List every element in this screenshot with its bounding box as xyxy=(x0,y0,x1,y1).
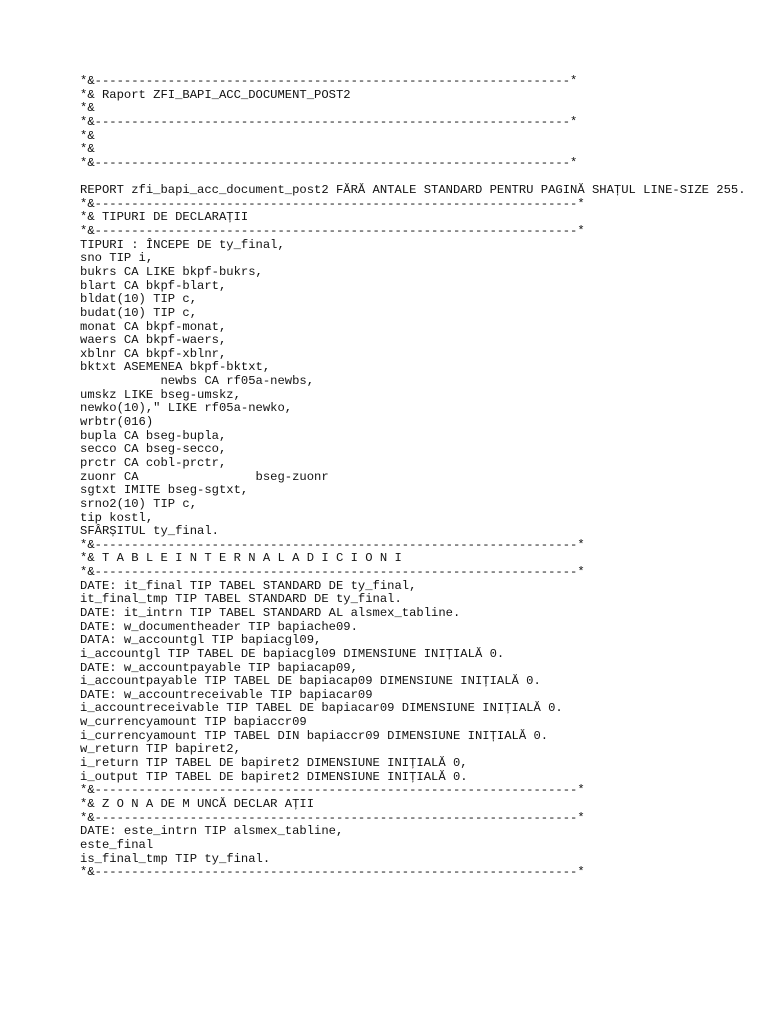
code-line: *&-----------------------------------------------------------------* xyxy=(80,114,578,129)
code-line: TIPURI : ÎNCEPE DE ty_final, xyxy=(80,237,285,252)
code-line: zuonr CA bseg-zuonr xyxy=(80,469,329,484)
code-line: DATE: este_intrn TIP alsmex_tabline, xyxy=(80,824,344,839)
code-line: secco CA bseg-secco, xyxy=(80,442,227,457)
code-line: waers CA bkpf-waers, xyxy=(80,333,227,348)
code-line: tip kostl, xyxy=(80,510,154,525)
code-line: REPORT zfi_bapi_acc_document_post2 FĂRĂ ANTALE STANDARD PENTRU PAGINĂ SHAȚUL LINE-SIZE 255. xyxy=(80,183,746,198)
code-line: newbs CA rf05a-newbs, xyxy=(80,374,315,389)
code-line: w_currencyamount TIP bapiaccr09 xyxy=(80,715,307,730)
code-line: monat CA bkpf-monat, xyxy=(80,319,227,334)
code-line: DATE: w_documentheader TIP bapiache09. xyxy=(80,619,358,634)
code-line: prctr CA cobl-prctr, xyxy=(80,455,227,470)
code-line: DATE: w_accountpayable TIP bapiacap09, xyxy=(80,660,358,675)
code-line: bupla CA bseg-bupla, xyxy=(80,428,227,443)
code-line: i_output TIP TABEL DE bapiret2 DIMENSIUNE INIȚIALĂ 0. xyxy=(80,769,468,784)
code-line: *&------------------------------------------------------------------* xyxy=(80,810,585,825)
code-line: *& xyxy=(80,128,95,143)
code-line: DATA: w_accountgl TIP bapiacgl09, xyxy=(80,633,322,648)
code-line: *& Z O N A DE M UNCĂ DECLAR AȚII xyxy=(80,796,315,811)
abap-source-code xyxy=(80,75,746,880)
code-line: w_return TIP bapiret2, xyxy=(80,742,241,757)
code-line: *&------------------------------------------------------------------* xyxy=(80,196,585,211)
code-line: bukrs CA LIKE bkpf-bukrs, xyxy=(80,264,263,279)
code-line: is_final_tmp TIP ty_final. xyxy=(80,851,271,866)
code-line: it_final_tmp TIP TABEL STANDARD DE ty_final. xyxy=(80,592,402,607)
code-line: sno TIP i, xyxy=(80,251,154,266)
code-line: *&------------------------------------------------------------------* xyxy=(80,565,585,580)
code-line: xblnr CA bkpf-xblnr, xyxy=(80,346,227,361)
code-line: *& xyxy=(80,142,95,157)
code-line: umskz LIKE bseg-umskz, xyxy=(80,387,241,402)
code-line: sgtxt IMITE bseg-sgtxt, xyxy=(80,483,249,498)
code-line: *&------------------------------------------------------------------* xyxy=(80,783,585,798)
code-line: *& T A B L E I N T E R N A L A D I C I O N I xyxy=(80,551,402,566)
code-line: *& TIPURI DE DECLARAȚII xyxy=(80,210,249,225)
code-line: DATE: w_accountreceivable TIP bapiacar09 xyxy=(80,687,373,702)
code-line: *&------------------------------------------------------------------* xyxy=(80,537,585,552)
code-line: este_final xyxy=(80,837,154,852)
code-line: *&------------------------------------------------------------------* xyxy=(80,224,585,239)
code-line: i_accountpayable TIP TABEL DE bapiacap09 DIMENSIUNE INIȚIALĂ 0. xyxy=(80,674,541,689)
code-line: *&------------------------------------------------------------------* xyxy=(80,865,585,880)
code-line: *& xyxy=(80,101,95,116)
code-line: SFÂRȘITUL ty_final. xyxy=(80,524,219,539)
code-line: *&-----------------------------------------------------------------* xyxy=(80,74,578,88)
code-line: i_accountgl TIP TABEL DE bapiacgl09 DIMENSIUNE INIȚIALĂ 0. xyxy=(80,646,505,661)
code-line: blart CA bkpf-blart, xyxy=(80,278,227,293)
code-line: *&-----------------------------------------------------------------* xyxy=(80,155,578,170)
code-line: budat(10) TIP c, xyxy=(80,305,198,320)
code-line: wrbtr(016) xyxy=(80,415,154,430)
code-line: bldat(10) TIP c, xyxy=(80,292,198,307)
code-line: *& Raport ZFI_BAPI_ACC_DOCUMENT_POST2 xyxy=(80,87,351,102)
code-line: srno2(10) TIP c, xyxy=(80,496,198,511)
code-line: newko(10)," LIKE rf05a-newko, xyxy=(80,401,293,416)
code-line: DATE: it_final TIP TABEL STANDARD DE ty_final, xyxy=(80,578,417,593)
code-line: i_return TIP TABEL DE bapiret2 DIMENSIUNE INIȚIALĂ 0, xyxy=(80,756,468,771)
code-line: i_currencyamount TIP TABEL DIN bapiaccr09 DIMENSIUNE INIȚIALĂ 0. xyxy=(80,728,549,743)
code-line: i_accountreceivable TIP TABEL DE bapiacar09 DIMENSIUNE INIȚIALĂ 0. xyxy=(80,701,563,716)
code-line: bktxt ASEMENEA bkpf-bktxt, xyxy=(80,360,271,375)
code-line: DATE: it_intrn TIP TABEL STANDARD AL alsmex_tabline. xyxy=(80,605,461,620)
